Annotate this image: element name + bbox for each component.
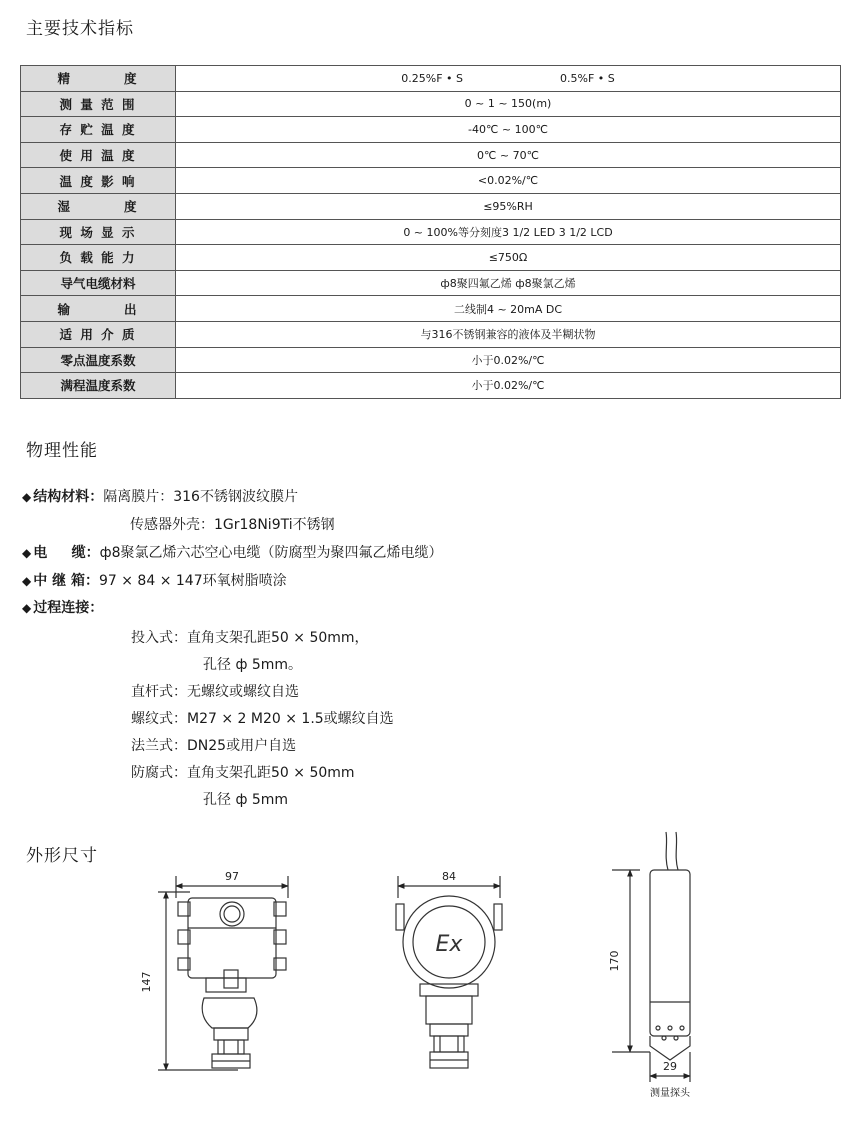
probe-caption: 测量探头 — [650, 1088, 690, 1099]
struct-label: 结构材料： — [33, 489, 104, 505]
probe-height-label: 170 — [608, 950, 621, 972]
proc-thread: 螺纹式：M27 × 2 M20 × 1.5或螺纹自选 — [131, 711, 394, 727]
proc-label: 过程连接： — [33, 600, 104, 616]
spec-section-title: 主要技术指标 — [26, 19, 134, 39]
diamond-bullet-icon: ◆ — [22, 574, 32, 588]
spec-value-a: 0.25%F • S — [401, 71, 463, 85]
spec-value: -40℃ ~ 100℃ — [176, 117, 841, 143]
spec-key: 精 度 — [21, 66, 176, 92]
spec-value: <0.02%/℃ — [176, 168, 841, 194]
spec-value: 小于0.02%/℃ — [176, 373, 841, 399]
table-row — [21, 245, 841, 271]
box-value: 97 × 84 × 147环氧树脂喷涂 — [98, 573, 287, 589]
diamond-bullet-icon: ◆ — [22, 601, 32, 615]
side-width-label: 84 — [442, 870, 456, 883]
struct-value-2: 传感器外壳：1Gr18Ni9Ti不锈钢 — [130, 517, 335, 533]
spec-key: 输 出 — [21, 296, 176, 322]
table-row — [21, 168, 841, 194]
struct-material-line — [22, 486, 298, 506]
spec-key: 存 贮 温 度 — [21, 117, 176, 143]
table-row — [21, 117, 841, 143]
front-view-drawing — [158, 876, 288, 1070]
ex-mark: Ex — [435, 932, 463, 957]
proc-anticorrosion: 防腐式：直角支架孔距50 × 50mm — [131, 765, 355, 781]
cable-line — [22, 542, 443, 562]
spec-key: 使 用 温 度 — [21, 142, 176, 168]
spec-value: 二线制4 ~ 20mA DC — [176, 296, 841, 322]
spec-value: ≤750Ω — [176, 245, 841, 271]
spec-key: 测 量 范 围 — [21, 91, 176, 117]
table-row — [21, 193, 841, 219]
spec-key: 适 用 介 质 — [21, 321, 176, 347]
dim-section-title: 外形尺寸 — [26, 846, 98, 866]
front-height-label: 147 — [140, 971, 153, 993]
spec-value: 0℃ ~ 70℃ — [176, 142, 841, 168]
front-width-label: 97 — [225, 870, 239, 883]
spec-value — [176, 66, 841, 92]
spec-value: 0 ~ 1 ~ 150(m) — [176, 91, 841, 117]
spec-value: 0 ~ 100%等分刻度3 1/2 LED 3 1/2 LCD — [176, 219, 841, 245]
spec-key: 负 载 能 力 — [21, 245, 176, 271]
spec-value: ≤95%RH — [176, 193, 841, 219]
side-view-drawing — [396, 876, 502, 1068]
spec-key: 温 度 影 响 — [21, 168, 176, 194]
spec-value: 小于0.02%/℃ — [176, 347, 841, 373]
spec-value: 与316不锈钢兼容的液体及半糊状物 — [176, 321, 841, 347]
table-row — [21, 66, 841, 92]
probe-drawing — [612, 832, 690, 1082]
proc-immersion-hole: 孔径 ф 5mm。 — [203, 657, 303, 673]
proc-immersion: 投入式：直角支架孔距50 × 50mm， — [131, 630, 369, 646]
table-row — [21, 347, 841, 373]
phys-section-title: 物理性能 — [26, 441, 98, 461]
box-label: 中 继 箱： — [33, 573, 99, 589]
spec-key: 导气电缆材料 — [21, 270, 176, 296]
spec-key: 零点温度系数 — [21, 347, 176, 373]
spec-key: 满程温度系数 — [21, 373, 176, 399]
cable-value: ф8聚氯乙烯六芯空心电缆（防腐型为聚四氟乙烯电缆） — [99, 545, 443, 561]
table-row — [21, 270, 841, 296]
spec-key: 湿 度 — [21, 193, 176, 219]
spec-value: ф8聚四氟乙烯 ф8聚氯乙烯 — [176, 270, 841, 296]
spec-value-b: 0.5%F • S — [560, 71, 615, 85]
spec-key: 现 场 显 示 — [21, 219, 176, 245]
proc-flange: 法兰式：DN25或用户自选 — [131, 738, 297, 754]
cable-label: 电 缆： — [33, 545, 100, 561]
table-row — [21, 142, 841, 168]
diamond-bullet-icon: ◆ — [22, 546, 32, 560]
table-row — [21, 91, 841, 117]
table-row — [21, 296, 841, 322]
proc-straight-rod: 直杆式：无螺纹或螺纹自选 — [131, 684, 299, 700]
proc-anticorrosion-hole: 孔径 ф 5mm — [203, 792, 289, 808]
table-row — [21, 321, 841, 347]
junction-box-line — [22, 570, 287, 590]
spec-table — [20, 65, 841, 399]
diamond-bullet-icon: ◆ — [22, 490, 32, 504]
table-row — [21, 219, 841, 245]
probe-width-label: 29 — [663, 1060, 677, 1073]
struct-value-1: 隔离膜片：316不锈钢波纹膜片 — [103, 489, 298, 505]
table-row — [21, 373, 841, 399]
process-connection-line — [22, 597, 103, 617]
dimension-drawings — [0, 820, 860, 1131]
